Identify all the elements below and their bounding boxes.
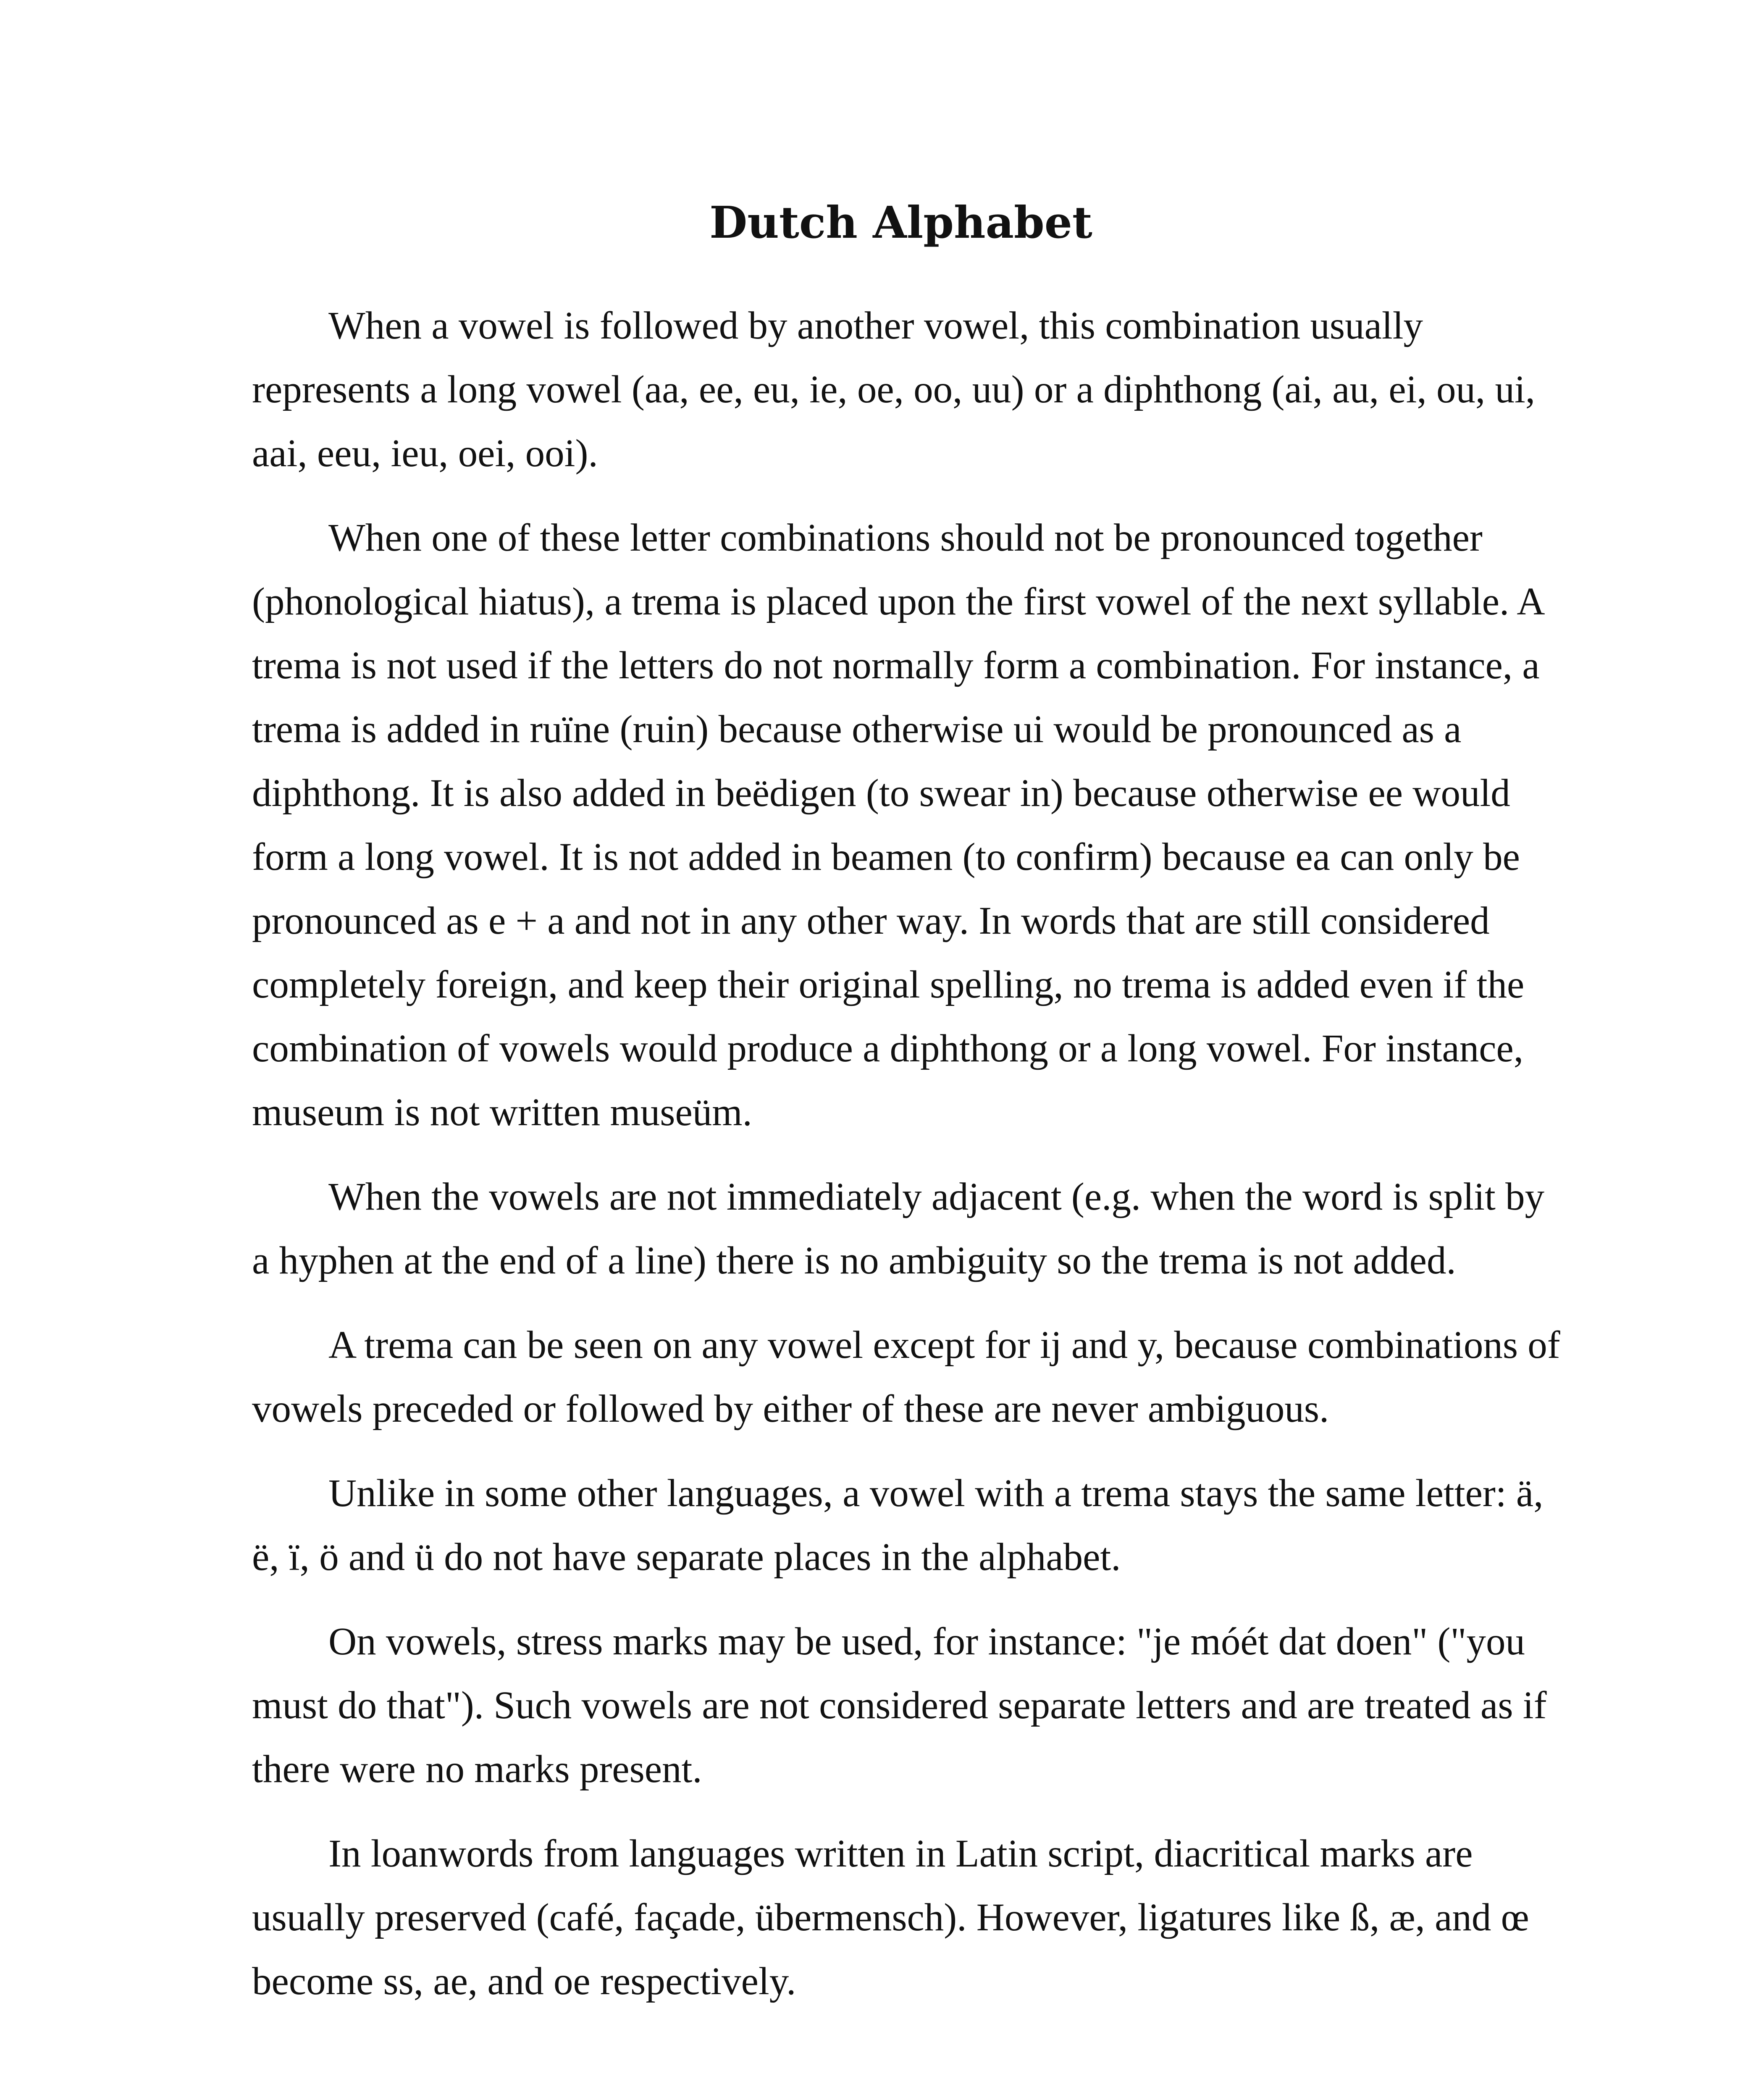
paragraph-trema-same-letter: Unlike in some other languages, a vowel with a trema stays the same letter: ä, ë, ï, ö and ü do not have separate places in the alphabet. — [252, 1472, 1544, 1579]
page-title: Dutch Alphabet — [709, 197, 1092, 248]
paragraph-stress-marks: On vowels, stress marks may be used, for instance: "je móét dat doen" ("you must do that"). Such vowels are not considered separate letters and are treated as if there were no marks present. — [252, 1620, 1547, 1791]
paragraph-loanwords: In loanwords from languages written in Latin script, diacritical marks are usually preserved (café, façade, übermensch). However, ligatures like ß, æ, and œ become ss, ae, and oe respectively. — [252, 1832, 1529, 2003]
body-text — [252, 294, 1562, 2034]
paragraph-trema-vowels: A trema can be seen on any vowel except for ij and y, because combinations of vowels preceded or followed by either of these are never ambiguous. — [252, 1323, 1560, 1431]
paragraph-trema-usage: When one of these letter combinations should not be pronounced together (phonological hiatus), a trema is placed upon the first vowel of the next syllable. A trema is not used if the letters do not normally form a combination. For instance, a trema is added in ruïne (ruin) because otherwise ui would be pronounced as a diphthong. It is also added in beëdigen (to swear in) because otherwise ee would form a long vowel. It is not added in beamen (to confirm) because ea can only be pronounced as e + a and not in any other way. In words that are still considered completely foreign, and keep their original spelling, no trema is added even if the combination of vowels would produce a diphthong or a long vowel. For instance, museum is not written museüm. — [252, 516, 1543, 1134]
paragraph-non-adjacent-vowels: When the vowels are not immediately adjacent (e.g. when the word is split by a hyphen at the end of a line) there is no ambiguity so the trema is not added. — [252, 1175, 1545, 1282]
paragraph-vowel-combinations: When a vowel is followed by another vowel, this combination usually represents a long vowel (aa, ee, eu, ie, oe, oo, uu) or a diphthong (ai, au, ei, ou, ui, aai, eeu, ieu, oei, ooi). — [252, 304, 1536, 475]
